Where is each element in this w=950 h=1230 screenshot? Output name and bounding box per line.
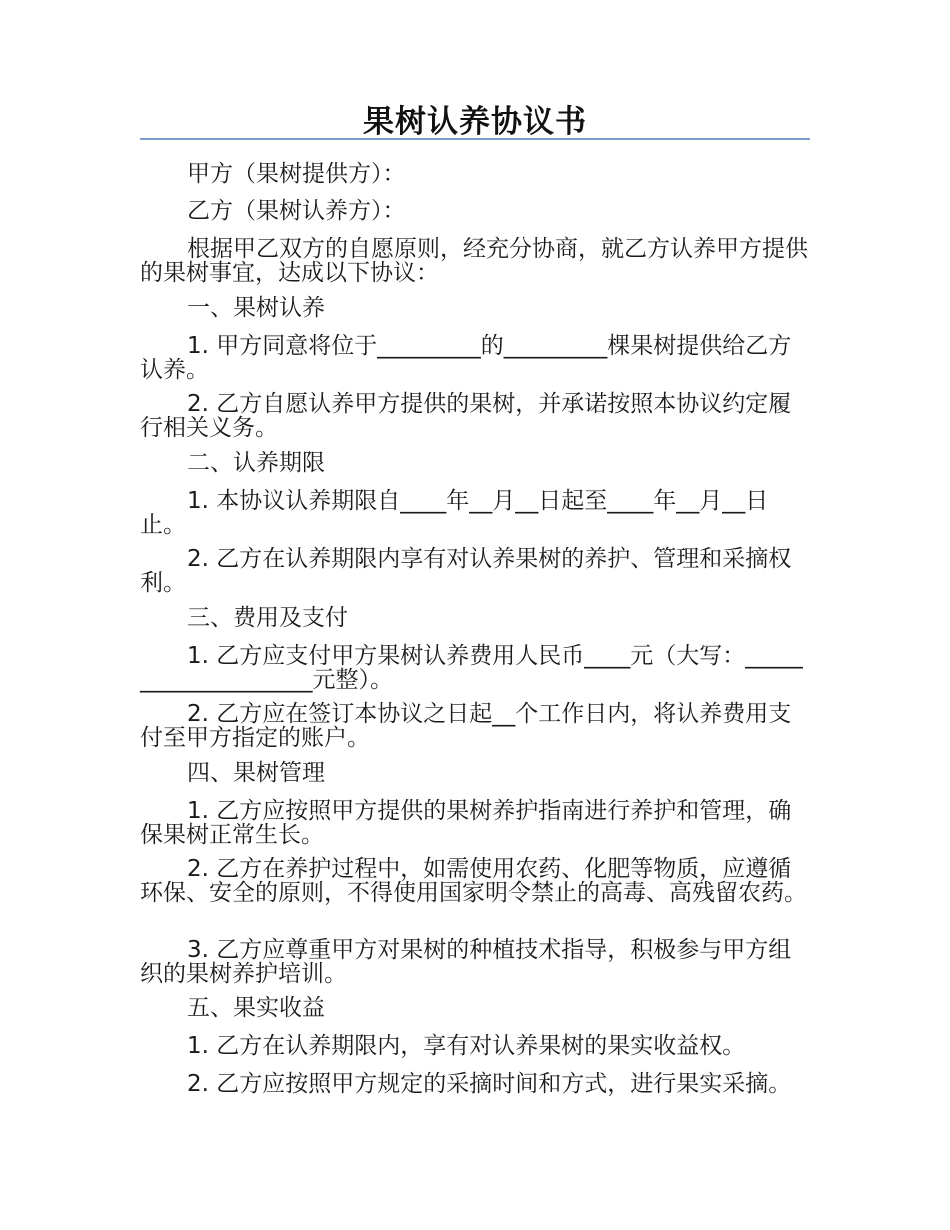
section-heading-4: 四、果树管理 — [187, 760, 325, 786]
clause-4-3: 3. 乙方应尊重甲方对果树的种植技术指导，积极参与甲方组织的果树养护培训。 — [140, 937, 792, 987]
party-a-line: 甲方（果树提供方）： — [187, 161, 406, 187]
clause-5-2: 2. 乙方应按照甲方规定的采摘时间和方式，进行果实采摘。 — [187, 1071, 792, 1097]
clause-5-1: 1. 乙方在认养期限内，享有对认养果树的果实收益权。 — [187, 1033, 746, 1059]
section-heading-5: 五、果实收益 — [187, 995, 325, 1021]
party-b-line: 乙方（果树认养方）： — [187, 198, 406, 224]
clause-4-1: 1. 乙方应按照甲方提供的果树养护指南进行养护和管理，确保果树正常生长。 — [140, 798, 792, 848]
clause-4-2: 2. 乙方在养护过程中，如需使用农药、化肥等物质，应遵循环保、安全的原则，不得使用国家明令禁止的高毒、高残留农药。 — [140, 856, 807, 906]
clause-3-1: 1. 乙方应支付甲方果树认养费用人民币____元（大写：____________________元整）。 — [140, 643, 803, 693]
clause-1-1: 1. 甲方同意将位于_________的_________棵果树提供给乙方认养。 — [140, 333, 792, 383]
clause-3-2: 2. 乙方应在签订本协议之日起__个工作日内，将认养费用支付至甲方指定的账户。 — [140, 701, 792, 751]
clause-2-2: 2. 乙方在认养期限内享有对认养果树的养护、管理和采摘权利。 — [140, 546, 792, 596]
preamble-paragraph: 根据甲乙双方的自愿原则，经充分协商，就乙方认养甲方提供的果树事宜，达成以下协议： — [140, 236, 808, 286]
clause-2-1: 1. 本协议认养期限自____年__月__日起至____年__月__日止。 — [140, 488, 769, 538]
section-heading-1: 一、果树认养 — [187, 295, 325, 321]
document-title: 果树认养协议书 — [363, 104, 587, 140]
section-heading-2: 二、认养期限 — [187, 450, 325, 476]
title-underline — [140, 138, 810, 140]
clause-1-2: 2. 乙方自愿认养甲方提供的果树，并承诺按照本协议约定履行相关义务。 — [140, 391, 792, 441]
section-heading-3: 三、费用及支付 — [187, 605, 348, 631]
